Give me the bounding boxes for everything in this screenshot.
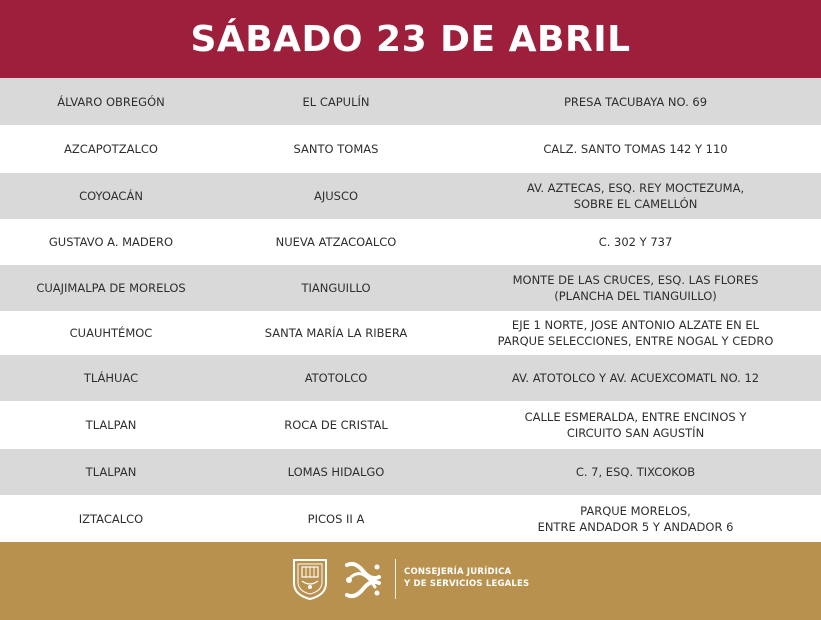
direccion-cell: AV. AZTECAS, ESQ. REY MOCTEZUMA, SOBRE EL CAMELLÓN xyxy=(526,181,745,211)
table-row xyxy=(0,125,821,173)
direccion-cell: EJE 1 NORTE, JOSE ANTONIO ALZATE EN EL PARQUE SELECCIONES, ENTRE NOGAL Y CEDRO xyxy=(497,318,774,348)
page-title: SÁBADO 23 DE ABRIL xyxy=(190,18,631,60)
cdmx-government-logo-icon xyxy=(341,557,385,603)
alcaldia-cell: IZTACALCO xyxy=(78,511,144,526)
direccion-cell: CALLE ESMERALDA, ENTRE ENCINOS Y CIRCUITO SAN AGUSTÍN xyxy=(524,410,747,440)
organization-line-2: Y DE SERVICIOS LEGALES xyxy=(404,579,530,589)
table-row xyxy=(0,265,821,311)
alcaldia-cell: TLÁHUAC xyxy=(83,371,139,385)
direccion-cell: C. 7, ESQ. TIXCOKOB xyxy=(575,465,696,479)
direccion-cell: MONTE DE LAS CRUCES, ESQ. LAS FLORES (PLANCHA DEL TIANGUILLO) xyxy=(512,273,759,303)
table-row xyxy=(0,219,821,265)
alcaldia-cell: TLALPAN xyxy=(85,465,137,479)
alcaldia-cell: ÁLVARO OBREGÓN xyxy=(57,94,165,109)
direccion-cell: PARQUE MORELOS, ENTRE ANDADOR 5 Y ANDADOR 6 xyxy=(537,503,734,534)
schedule-table xyxy=(0,78,821,542)
direccion-cell: CALZ. SANTO TOMAS 142 Y 110 xyxy=(543,142,728,156)
colonia-cell: ATOTOLCO xyxy=(304,371,368,385)
colonia-cell: SANTA MARÍA LA RIBERA xyxy=(264,326,408,340)
colonia-cell: SANTO TOMAS xyxy=(293,142,379,156)
colonia-cell: NUEVA ATZACOALCO xyxy=(275,235,397,249)
direccion-cell: C. 302 Y 737 xyxy=(598,235,673,249)
alcaldia-cell: GUSTAVO A. MADERO xyxy=(48,235,174,249)
colonia-cell: AJUSCO xyxy=(313,189,359,203)
table-row xyxy=(0,449,821,495)
table-row xyxy=(0,78,821,125)
colonia-cell: TIANGUILLO xyxy=(301,281,371,295)
alcaldia-cell: CUAUHTÉMOC xyxy=(69,326,153,340)
colonia-cell: EL CAPULÍN xyxy=(302,94,370,109)
colonia-cell: PICOS II A xyxy=(307,511,365,526)
title-banner xyxy=(0,0,821,78)
alcaldia-cell: TLALPAN xyxy=(85,418,137,432)
table-row xyxy=(0,311,821,355)
table-row xyxy=(0,401,821,449)
organization-line-1: CONSEJERÍA JURÍDICA xyxy=(404,567,512,577)
direccion-cell: AV. ATOTOLCO Y AV. ACUEXCOMATL NO. 12 xyxy=(511,371,760,385)
table-row xyxy=(0,495,821,542)
alcaldia-cell: CUAJIMALPA DE MORELOS xyxy=(36,281,186,295)
footer-divider xyxy=(395,559,396,599)
organization-name xyxy=(404,566,529,590)
direccion-cell: PRESA TACUBAYA NO. 69 xyxy=(563,94,708,109)
cdmx-coat-of-arms-icon xyxy=(291,557,329,601)
colonia-cell: ROCA DE CRISTAL xyxy=(284,418,388,432)
table-row xyxy=(0,173,821,219)
alcaldia-cell: COYOACÁN xyxy=(79,189,143,203)
colonia-cell: LOMAS HIDALGO xyxy=(287,465,385,479)
table-row xyxy=(0,355,821,401)
alcaldia-cell: AZCAPOTZALCO xyxy=(64,142,158,156)
